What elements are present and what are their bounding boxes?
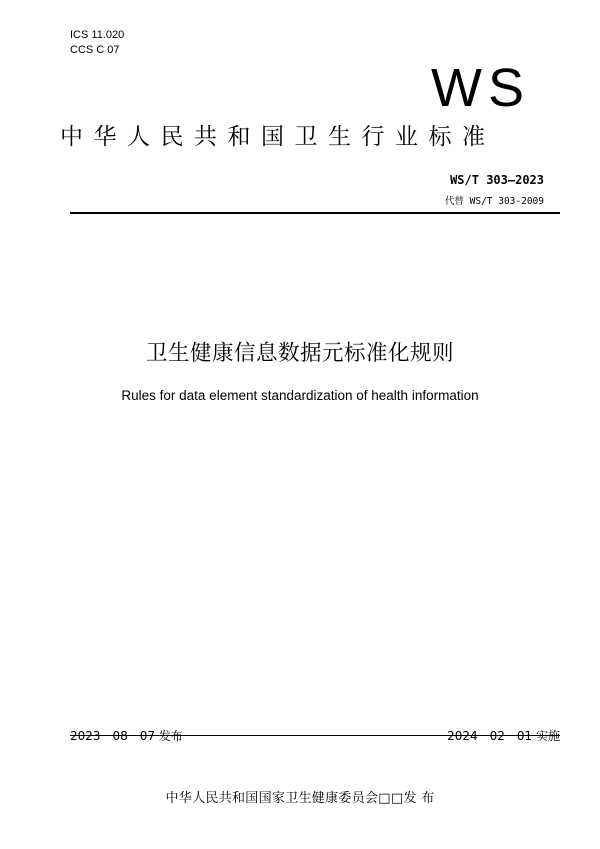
header-divider (70, 212, 560, 214)
replaces-standard: 代替 WS/T 303-2009 (444, 196, 544, 207)
standard-class-title: 中华人民共和国卫生行业标准 (60, 124, 496, 150)
ics-code: ICS 11.020 (70, 29, 125, 41)
document-title-english: Rules for data element standardization of health information (121, 388, 479, 403)
issuing-authority: 中华人民共和国国家卫生健康委员会□□发 布 (165, 791, 435, 806)
document-title-chinese: 卫生健康信息数据元标准化规则 (145, 341, 454, 366)
implementation-date: 2024－02－01 实施 (447, 729, 560, 743)
ws-logo: WS (431, 58, 530, 118)
ccs-code: CCS C 07 (70, 44, 120, 56)
classification-codes (70, 28, 124, 58)
publish-date: 2023－08－07 发布 (70, 729, 183, 743)
standard-number: WS/T 303—2023 (450, 173, 544, 187)
